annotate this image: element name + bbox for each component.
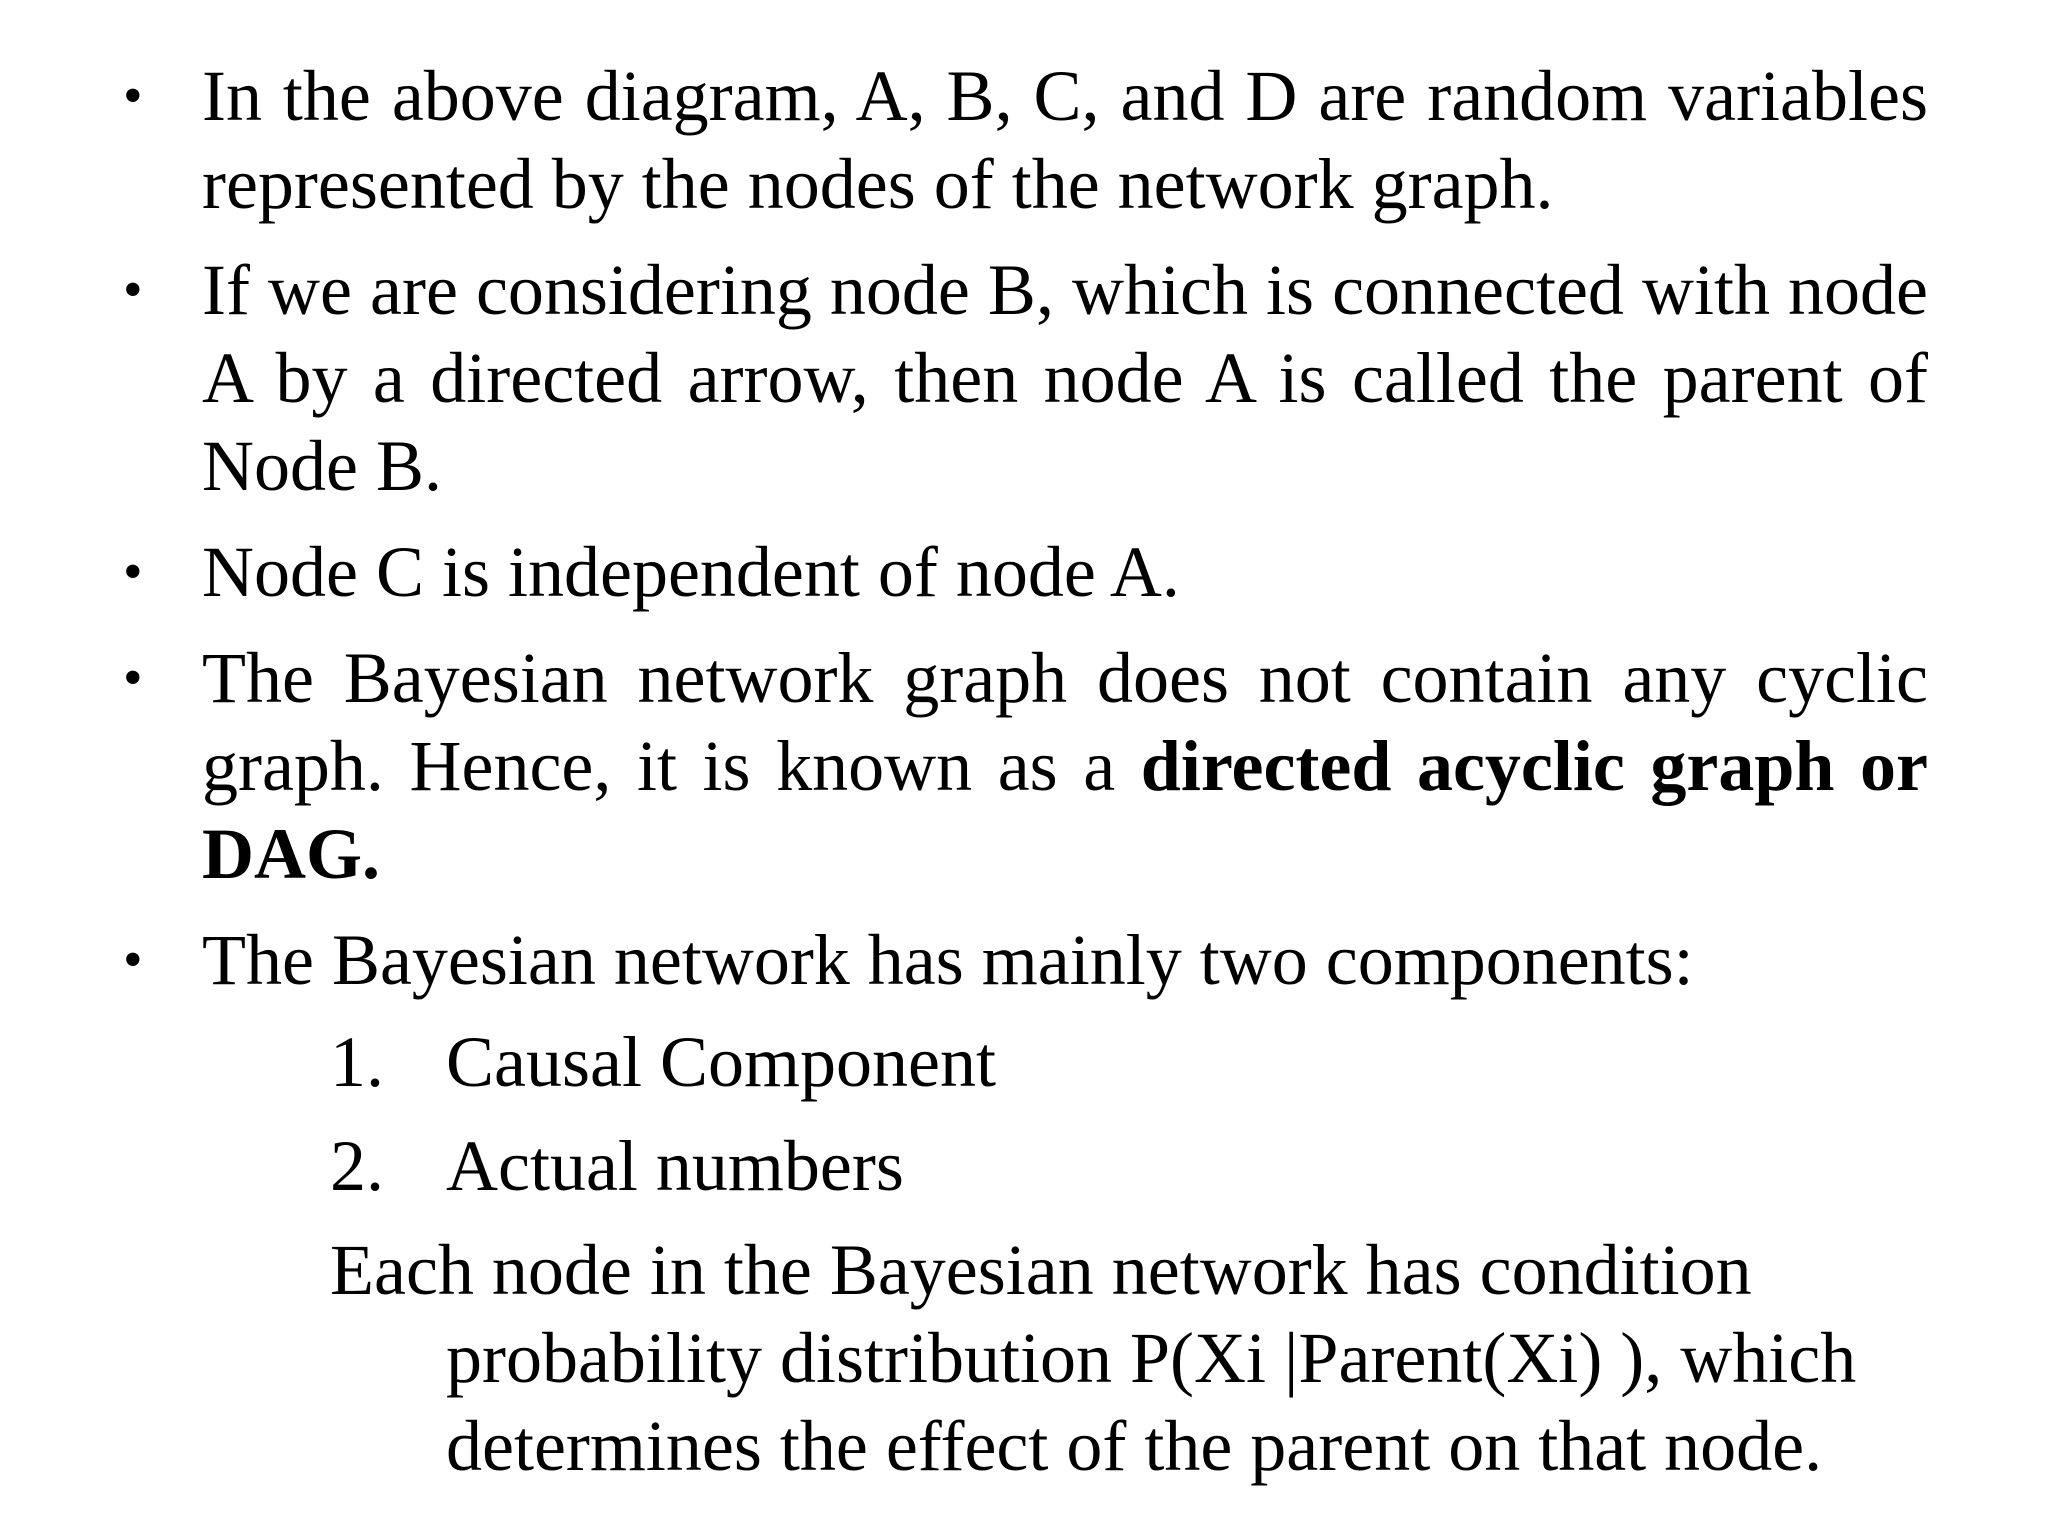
closing-paragraph: Each node in the Bayesian network has condition probability distribution P(Xi |Parent(Xi) ), which determines the effect of the parent on that node. bbox=[330, 1230, 1857, 1486]
bullet-dot: • bbox=[123, 259, 143, 321]
item-label: Actual numbers bbox=[446, 1126, 904, 1206]
item-number: 1. bbox=[330, 1022, 384, 1102]
numbered-item-causal-component bbox=[330, 1018, 996, 1106]
bullet-text-bold: directed acyclic graph or DAG. bbox=[202, 726, 1928, 894]
bullet-text: The Bayesian network has mainly two components: bbox=[202, 920, 1694, 1000]
bullet-dot: • bbox=[123, 929, 143, 991]
bullet-dot: • bbox=[123, 541, 143, 603]
numbered-item-actual-numbers bbox=[330, 1122, 904, 1210]
bullet-text: In the above diagram, A, B, C, and D are random variables represented by the nodes of the network graph. bbox=[202, 56, 1928, 224]
bullet-dot: • bbox=[123, 647, 143, 709]
item-label: Causal Component bbox=[446, 1022, 996, 1102]
bullet-dot: • bbox=[123, 65, 143, 127]
bullet-text: Node C is independent of node A. bbox=[202, 532, 1180, 612]
bullet-text-plain: The Bayesian network graph does not contain any cyclic graph. Hence, it is known as a bbox=[202, 638, 1928, 806]
bullet-text: If we are considering node B, which is connected with node A by a directed arrow, then node A is called the parent of Node B. bbox=[202, 250, 1928, 506]
item-number: 2. bbox=[330, 1126, 384, 1206]
bullet-text bbox=[202, 634, 1928, 898]
